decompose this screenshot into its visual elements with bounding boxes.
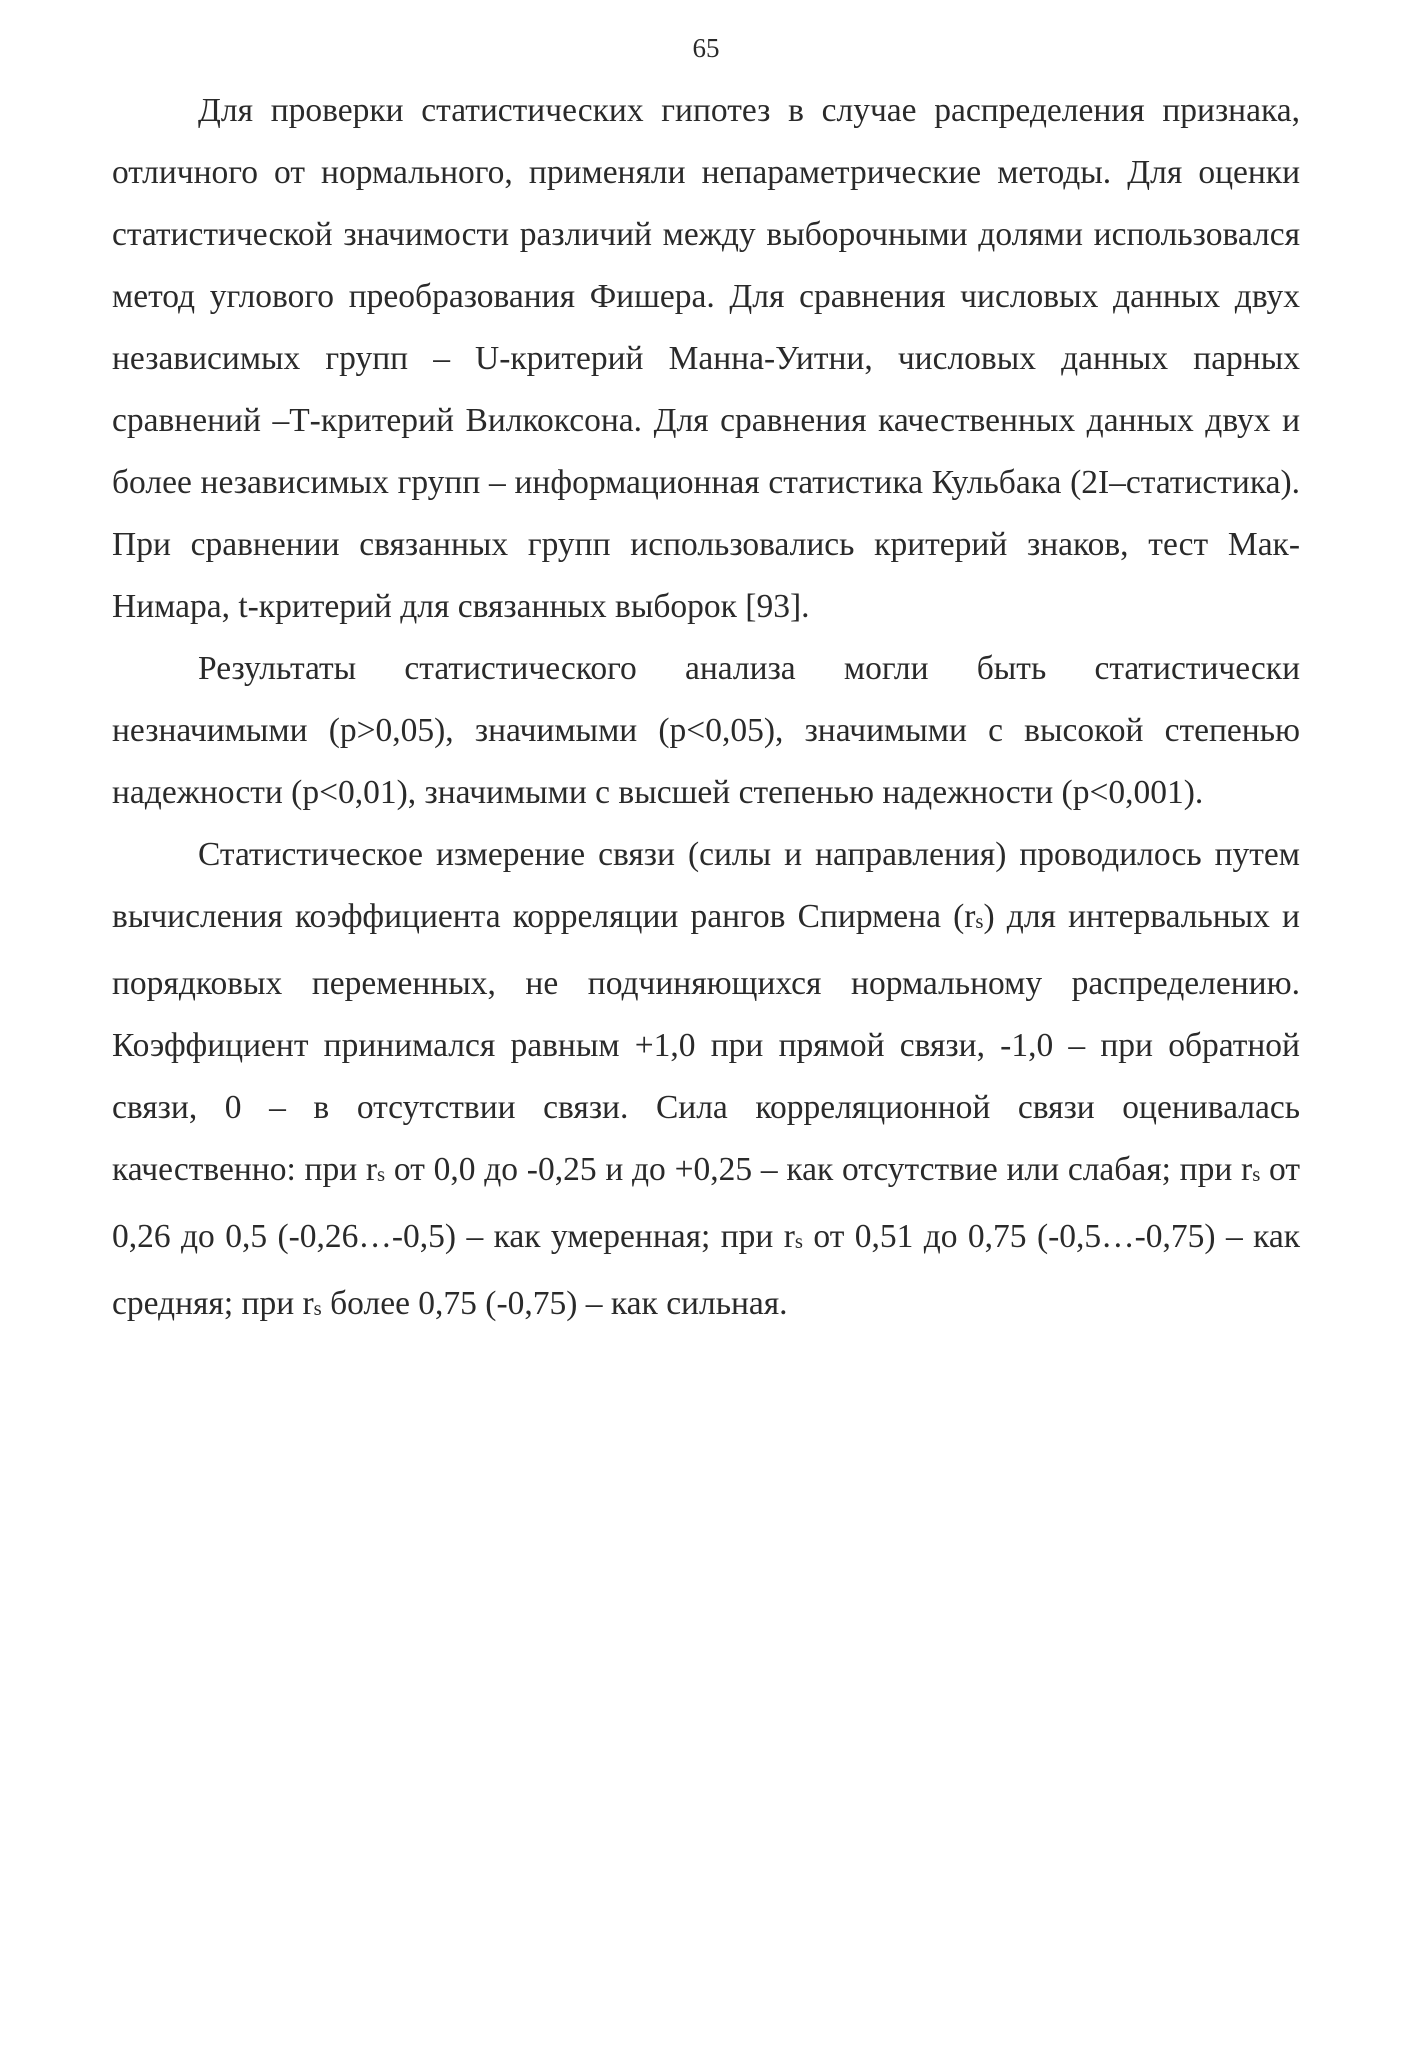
text-segment: Статистическое измерение связи (силы и направления) проводилось путем вычисления коэффициента корреляции рангов Спирмена (r (112, 836, 1300, 935)
subscript-s: s (377, 1163, 386, 1187)
paragraph-statistical-methods: Для проверки статистических гипотез в случае распределения признака, отличного от нормального, применяли непараметрические методы. Для оценки статистической значимости различий между выборочными долями использовался метод углового преобразования Фишера. Для сравнения числовых данных двух независимых групп – U-критерий Манна-Уитни, числовых данных парных сравнений –Т-критерий Вилкоксона. Для сравнения качественных данных двух и более независимых групп – информационная статистика Кульбака (2I–статистика). При сравнении связанных групп использовались критерий знаков, тест Мак-Нимара, t-критерий для связанных выборок [93]. (112, 92, 1300, 625)
text-segment: от 0,51 до 0,75 (-0,5…-0,75) – как средняя; при r (112, 1218, 1301, 1323)
subscript-s: s (1252, 1163, 1261, 1187)
text-segment: ) для интервальных и порядковых переменных, не подчиняющихся нормальному распределению. Коэффициент принимался равным +1,0 при прямой связи, -1,0 – при обратной связи, 0 – в отсутствии связи. Сила корреляционной связи оценивалась качественно: при r (112, 898, 1300, 1189)
body-text (112, 80, 1300, 1340)
page-number: 65 (692, 33, 720, 63)
paragraph-significance-levels: Результаты статистического анализа могли быть статистически незначимыми (р>0,05), значимыми (р<0,05), значимыми с высокой степенью надежности (р<0,01), значимыми с высшей степенью надежности (р<0,001). (112, 650, 1300, 811)
paragraph-correlation (112, 824, 1300, 1340)
subscript-s: s (975, 910, 984, 934)
text-segment: от 0,26 до 0,5 (-0,26…-0,5) – как умеренная; при r (112, 1151, 1300, 1256)
subscript-s: s (794, 1230, 803, 1254)
subscript-s: s (313, 1297, 322, 1321)
text-segment: более 0,75 (-0,75) – как сильная. (321, 1285, 788, 1323)
text-segment: от 0,0 до -0,25 и до +0,25 – как отсутствие или слабая; при r (385, 1151, 1253, 1189)
